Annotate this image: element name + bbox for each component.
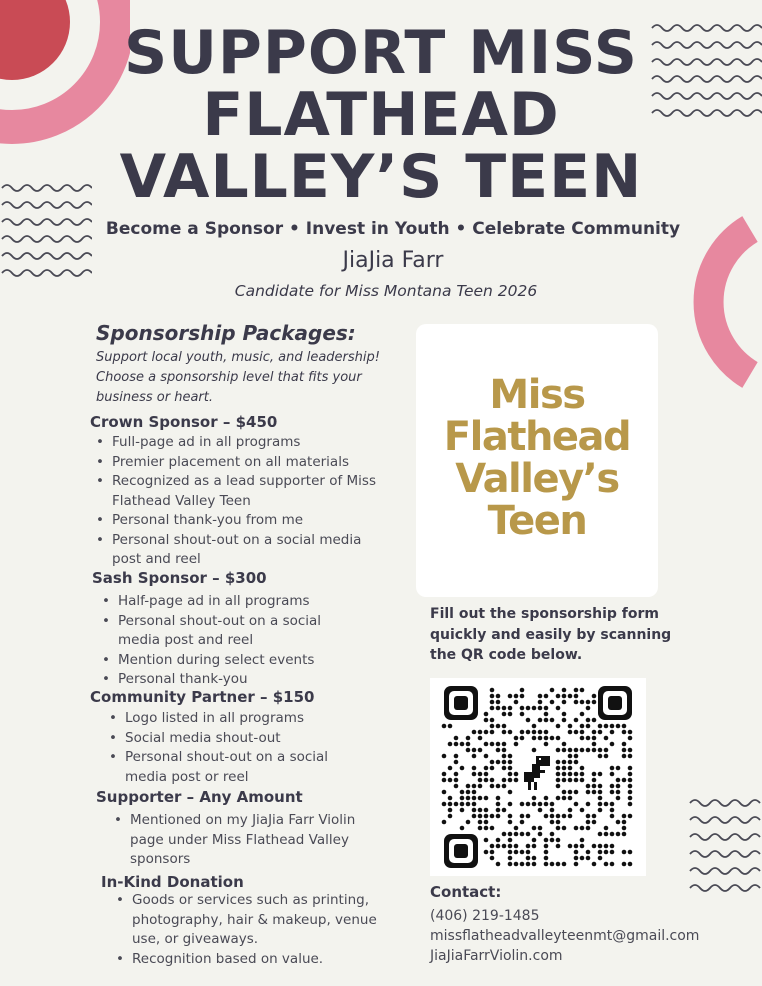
list-item: • Personal thank-you from me	[94, 511, 384, 531]
contact-heading: Contact:	[430, 883, 502, 901]
list-item: • Recognition based on value.	[114, 950, 394, 970]
logo	[416, 374, 658, 542]
decor-arc-right	[680, 215, 762, 390]
list-item: • Premier placement on all materials	[94, 453, 384, 473]
contact-phone[interactable]: (406) 219-1485	[430, 908, 540, 924]
title-line-2: FLATHEAD	[202, 80, 560, 150]
list-item: • Recognized as a lead supporter of Miss Flathead Valley Teen	[94, 472, 384, 511]
logo-line-2: Flathead	[443, 414, 631, 460]
tier-list-inkind	[114, 891, 394, 969]
list-item: • Mentioned on my JiaJia Farr Violin page under Miss Flathead Valley sponsors	[112, 811, 387, 870]
tier-list-community	[107, 709, 369, 787]
tier-list-crown	[94, 433, 384, 570]
tagline: Become a Sponsor • Invest in Youth • Celebrate Community	[105, 219, 681, 239]
qr-code-graphic	[430, 678, 646, 876]
tier-heading-supporter: Supporter – Any Amount	[96, 788, 303, 806]
logo-line-1: Miss	[489, 372, 585, 418]
list-item: • Goods or services such as printing, photography, hair & makeup, venue use, or giveaways.	[114, 891, 394, 950]
tier-list-sash	[100, 592, 362, 690]
tier-list-supporter	[112, 811, 387, 870]
dino-icon	[522, 754, 552, 794]
list-item: • Half-page ad in all programs	[100, 592, 362, 612]
packages-heading: Sponsorship Packages:	[96, 321, 356, 345]
decor-wave-bottom-right	[688, 795, 762, 900]
list-item: • Mention during select events	[100, 651, 362, 671]
logo-line-4: Teen	[487, 498, 587, 544]
tier-heading-sash: Sash Sponsor – $300	[92, 569, 267, 587]
packages-intro: Support local youth, music, and leadership! Choose a sponsorship level that fits your business or heart.	[96, 350, 380, 405]
qr-code[interactable]	[430, 678, 646, 876]
page-title	[0, 18, 762, 212]
list-item: • Personal shout-out on a social media post and reel	[94, 531, 384, 570]
candidate-title: Candidate for Miss Montana Teen 2026	[234, 282, 538, 300]
candidate-name: JiaJia Farr	[342, 248, 444, 273]
contact-email[interactable]: missflatheadvalleyteenmt@gmail.com	[430, 928, 700, 944]
list-item: • Full-page ad in all programs	[94, 433, 384, 453]
list-item: • Personal thank-you	[100, 670, 362, 690]
list-item: • Personal shout-out on a social media post and reel	[100, 612, 362, 651]
tier-heading-inkind: In-Kind Donation	[101, 873, 244, 891]
tier-heading-community: Community Partner – $150	[90, 688, 315, 706]
logo-line-3: Valley’s	[455, 456, 619, 502]
tier-heading-crown: Crown Sponsor – $450	[90, 413, 278, 431]
contact-website[interactable]: JiaJiaFarrViolin.com	[430, 948, 563, 964]
title-line-1: SUPPORT MISS	[124, 18, 638, 88]
list-item: • Personal shout-out on a social media post or reel	[107, 748, 369, 787]
form-instructions: Fill out the sponsorship form quickly and easily by scanning the QR code below.	[430, 606, 672, 663]
list-item: • Social media shout-out	[107, 729, 369, 749]
title-line-3: VALLEY’S TEEN	[119, 142, 643, 212]
list-item: • Logo listed in all programs	[107, 709, 369, 729]
